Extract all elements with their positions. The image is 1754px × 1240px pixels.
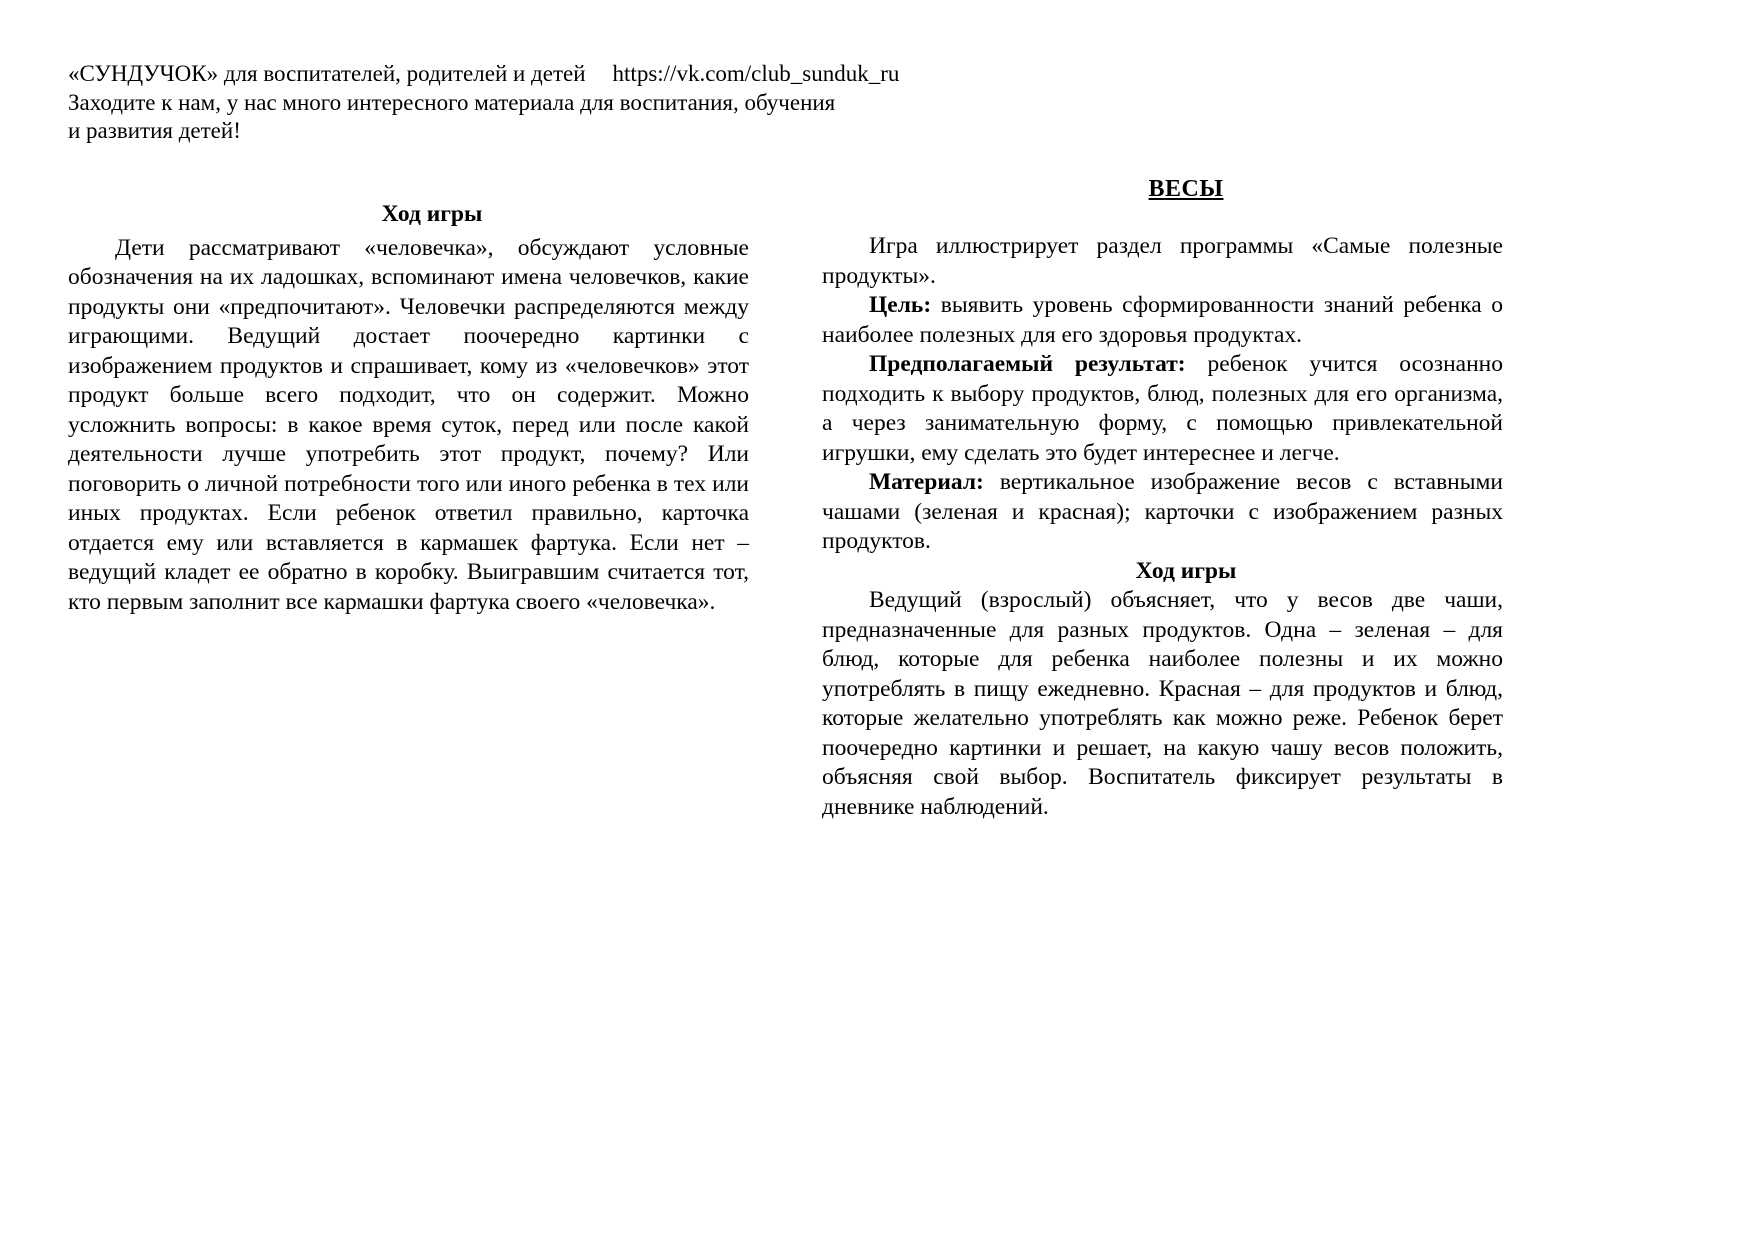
header-line-1 bbox=[68, 60, 968, 89]
header-url: https://vk.com/club_sunduk_ru bbox=[612, 61, 900, 86]
document-header bbox=[68, 60, 968, 146]
result-paragraph bbox=[822, 350, 1503, 468]
left-column bbox=[68, 200, 749, 617]
goal-paragraph bbox=[822, 291, 1503, 350]
material-text: вертикальное изображение весов с вставными чашами (зеленая и красная); карточки с изображением разных продуктов. bbox=[822, 469, 1503, 554]
intro-paragraph: Игра иллюстрирует раздел программы «Самые полезные продукты». bbox=[822, 233, 1503, 289]
left-column-heading: Ход игры bbox=[381, 201, 483, 227]
header-brand-text: «СУНДУЧОК» для воспитателей, родителей и детей bbox=[68, 61, 586, 86]
right-column bbox=[822, 174, 1503, 822]
goal-text: выявить уровень сформированности знаний ребенка о наиболее полезных для его здоровья продуктах. bbox=[822, 292, 1503, 348]
result-label: Предполагаемый результат: bbox=[869, 351, 1186, 377]
header-line-2: Заходите к нам, у нас много интересного материала для воспитания, обучения bbox=[68, 89, 836, 115]
material-paragraph bbox=[822, 468, 1503, 557]
left-column-paragraph: Дети рассматривают «человечка», обсуждают условные обозначения на их ладошках, вспоминают имена человечков, какие продукты они «предпочитают». Человечки распределяются между играющими. Ведущий достает поочередно картинки с изображением продуктов и спрашивает, кому из «человечков» этот продукт больше всего подходит, что он содержит. Можно усложнить вопросы: в какое время суток, перед или после какой деятельности лучше употребить этот продукт, почему? Или поговорить о личной потребности того или иного ребенка в тех или иных продуктах. Если ребенок ответил правильно, карточка отдается ему или вставляется в кармашек фартука. Если нет – ведущий кладет ее обратно в коробку. Выигравшим считается тот, кто первым заполнит все кармашки фартука своего «человечка». bbox=[68, 234, 749, 615]
material-label: Материал: bbox=[869, 469, 984, 495]
result-text: ребенок учится осознанно подходить к выбору продуктов, блюд, полезных для его организма, а через занимательную форму, с помощью привлекательной игрушки, ему сделать это будет интереснее и легче. bbox=[822, 351, 1503, 466]
header-line-3: и развития детей! bbox=[68, 118, 241, 143]
goal-label: Цель: bbox=[869, 292, 932, 318]
game-paragraph: Ведущий (взрослый) объясняет, что у весов две чаши, предназначенные для разных продуктов. Одна – зеленая – для блюд, которые для ребенка наиболее полезны и их можно употреблять в пищу ежедневно. Красная – для продуктов и блюд, которые желательно употреблять как можно реже. Ребенок берет поочередно картинки и решает, на какую чашу весов положить, объясняя свой выбор. Воспитатель фиксирует результаты в дневнике наблюдений. bbox=[822, 587, 1503, 820]
right-column-title: ВЕСЫ bbox=[1148, 176, 1224, 202]
right-column-heading: Ход игры bbox=[1135, 557, 1237, 584]
